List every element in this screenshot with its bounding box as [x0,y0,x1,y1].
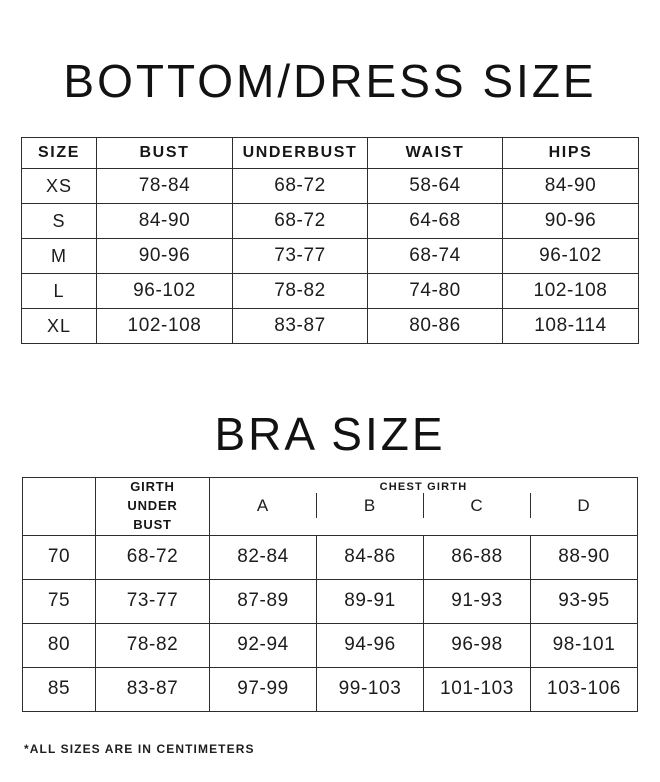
cup-d-cell: 88-90 [531,535,638,579]
cup-c-cell: 86-88 [424,535,531,579]
table-row [22,204,639,239]
size-cell: XS [22,169,97,204]
band-cell: 80 [23,623,96,667]
cup-a-cell: 87-89 [210,579,317,623]
underbust-cell: 68-72 [233,169,368,204]
waist-cell: 74-80 [368,274,503,309]
size-cell: L [22,274,97,309]
cup-a-cell: 82-84 [210,535,317,579]
bottom-header-underbust: UNDERBUST [233,138,368,169]
table-row [22,274,639,309]
chest-girth-header [210,478,638,536]
girth-under-bust-cell: 83-87 [96,667,210,711]
bust-cell: 96-102 [97,274,233,309]
band-cell: 70 [23,535,96,579]
girth-under-bust-cell: 78-82 [96,623,210,667]
bust-cell: 90-96 [97,239,233,274]
bust-cell: 78-84 [97,169,233,204]
bottom-header-bust: BUST [97,138,233,169]
bottom-dress-size-title: BOTTOM/DRESS SIZE [63,55,597,107]
cup-d-label: D [530,493,637,518]
cup-c-cell: 91-93 [424,579,531,623]
cup-d-cell: 98-101 [531,623,638,667]
bust-cell: 102-108 [97,309,233,344]
girth-under-bust-header: GIRTH UNDER BUST [96,478,210,536]
hips-cell: 96-102 [503,239,639,274]
cup-c-label: C [423,493,530,518]
cup-b-cell: 89-91 [317,579,424,623]
table-row [23,535,638,579]
table-row [23,623,638,667]
hips-cell: 90-96 [503,204,639,239]
cup-d-cell: 103-106 [531,667,638,711]
cup-labels-row [210,493,637,518]
table-row [23,667,638,711]
girth-under-bust-cell: 68-72 [96,535,210,579]
waist-cell: 80-86 [368,309,503,344]
bottom-dress-size-table [21,137,639,344]
bra-size-title: BRA SIZE [214,408,446,460]
cup-d-cell: 93-95 [531,579,638,623]
table-row [22,239,639,274]
cup-b-cell: 99-103 [317,667,424,711]
bra-header-row [23,478,638,536]
cup-b-cell: 84-86 [317,535,424,579]
bottom-header-waist: WAIST [368,138,503,169]
hips-cell: 84-90 [503,169,639,204]
bottom-header-row [22,138,639,169]
table-row [22,309,639,344]
table-row [23,579,638,623]
cup-c-cell: 101-103 [424,667,531,711]
band-cell: 75 [23,579,96,623]
bottom-header-hips: HIPS [503,138,639,169]
girth-under-bust-cell: 73-77 [96,579,210,623]
chest-girth-label: CHEST GIRTH [379,481,468,493]
underbust-cell: 68-72 [233,204,368,239]
hips-cell: 108-114 [503,309,639,344]
size-cell: S [22,204,97,239]
bust-cell: 84-90 [97,204,233,239]
waist-cell: 68-74 [368,239,503,274]
waist-cell: 58-64 [368,169,503,204]
bra-size-table [22,477,638,712]
underbust-cell: 78-82 [233,274,368,309]
cup-a-cell: 97-99 [210,667,317,711]
band-cell: 85 [23,667,96,711]
size-cell: M [22,239,97,274]
waist-cell: 64-68 [368,204,503,239]
units-footnote: *ALL SIZES ARE IN CENTIMETERS [24,741,255,756]
cup-a-label: A [256,495,270,515]
size-cell: XL [22,309,97,344]
cup-b-cell: 94-96 [317,623,424,667]
underbust-cell: 73-77 [233,239,368,274]
cup-b-label: B [316,493,423,518]
hips-cell: 102-108 [503,274,639,309]
underbust-cell: 83-87 [233,309,368,344]
bra-corner-cell [23,478,96,536]
table-row [22,169,639,204]
cup-c-cell: 96-98 [424,623,531,667]
bottom-header-size: SIZE [22,138,97,169]
cup-a-cell: 92-94 [210,623,317,667]
